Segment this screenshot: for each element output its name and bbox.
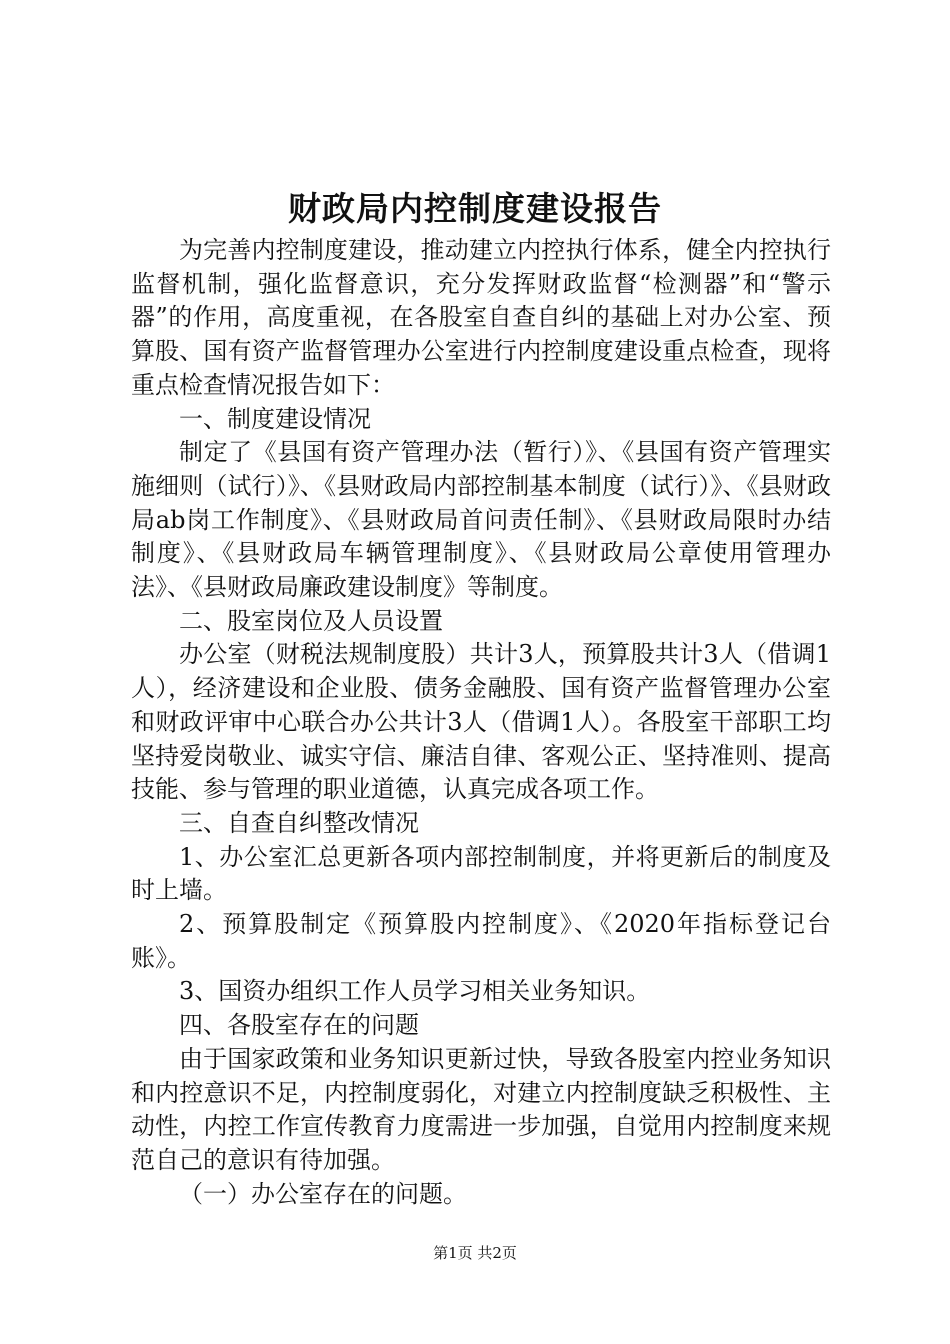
intro-paragraph: 为完善内控制度建设，推动建立内控执行体系，健全内控执行监督机制，强化监督意识，充分发挥财政监督“检测器”和“警示器”的作用，高度重视，在各股室自查自纠的基础上对办公室、预算股、国有资产监督管理办公室进行内控制度建设重点检查，现将重点检查情况报告如下： xyxy=(131,236,831,399)
section-3-item-1: 1、办公室汇总更新各项内部控制制度，并将更新后的制度及时上墙。 xyxy=(131,842,831,905)
document-title: 财政局内控制度建设报告 xyxy=(288,189,662,228)
section-heading-3: 三、自查自纠整改情况 xyxy=(179,808,419,837)
section-3-item-3: 3、国资办组织工作人员学习相关业务知识。 xyxy=(179,977,651,1006)
section-heading-1: 一、制度建设情况 xyxy=(179,404,371,433)
document-body xyxy=(131,234,831,1211)
section-heading-4: 四、各股室存在的问题 xyxy=(179,1011,419,1040)
page-number-footer: 第1页 共2页 xyxy=(433,1244,517,1262)
section-2-paragraph: 办公室（财税法规制度股）共计3人，预算股共计3人（借调1人），经济建设和企业股、债务金融股、国有资产监督管理办公室和财政评审中心联合办公共计3人（借调1人）。各股室干部职工均坚持爱岗敬业、诚实守信、廉洁自律、客观公正、坚持准则、提高技能、参与管理的职业道德，认真完成各项工作。 xyxy=(131,640,831,804)
section-heading-2: 二、股室岗位及人员设置 xyxy=(179,606,443,635)
section-3-item-2: 2、预算股制定《预算股内控制度》、《2020年指标登记台账》。 xyxy=(131,910,831,972)
section-1-paragraph: 制定了《县国有资产管理办法（暂行）》、《县国有资产管理实施细则（试行）》、《县财政局内部控制基本制度（试行）》、《县财政局ab岗工作制度》、《县财政局首问责任制》、《县财政局限时办结制度》、《县财政局车辆管理制度》、《县财政局公章使用管理办法》、《县财政局廉政建设制度》等制度。 xyxy=(131,438,831,602)
section-4-paragraph: 由于国家政策和业务知识更新过快，导致各股室内控业务知识和内控意识不足，内控制度弱化，对建立内控制度缺乏积极性、主动性，内控工作宣传教育力度需进一步加强，自觉用内控制度来规范自己的意识有待加强。 xyxy=(131,1044,831,1174)
section-4-subheading-1: （一）办公室存在的问题。 xyxy=(179,1179,467,1208)
